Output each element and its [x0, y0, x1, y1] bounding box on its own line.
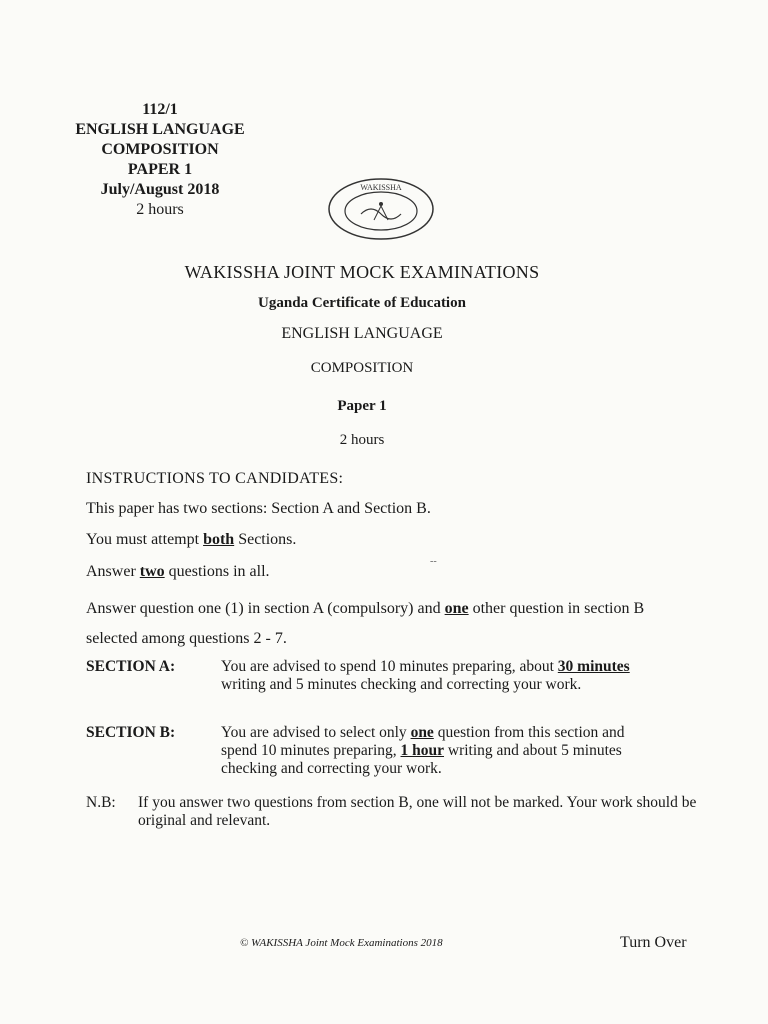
section-text: writing and 5 minutes checking and correcting your work.	[221, 676, 582, 693]
header-paper: PAPER 1	[127, 161, 193, 178]
section-text: You are advised to spend 10 minutes preparing, about	[221, 658, 558, 675]
instructions-heading: INSTRUCTIONS TO CANDIDATES:	[86, 470, 344, 487]
copyright-footer: © WAKISSHA Joint Mock Examinations 2018	[240, 937, 443, 949]
paper-title: Paper 1	[337, 398, 387, 414]
instruction-text: Answer question one (1) in section A (compulsory) and	[86, 600, 445, 617]
section-text: question from this section and spend 10 minutes preparing,	[221, 724, 625, 759]
nb-label: N.B:	[86, 794, 116, 811]
instruction-line-2	[86, 531, 296, 549]
wakissha-logo-icon	[326, 176, 436, 242]
section-a-label: SECTION A:	[86, 658, 176, 675]
logo-text: WAKISSHA	[360, 183, 402, 192]
emphasis-text: two	[139, 563, 165, 580]
duration-title: 2 hours	[339, 432, 385, 448]
header-component: COMPOSITION	[101, 141, 219, 158]
emphasis-text: both	[203, 531, 235, 548]
emphasis-text: one	[410, 724, 434, 741]
emphasis-text: one	[444, 600, 469, 617]
section-b-label: SECTION B:	[86, 724, 176, 741]
instruction-text: Sections.	[234, 531, 297, 548]
instruction-text: other question in section B selected among questions 2 - 7.	[86, 600, 645, 647]
component-title: COMPOSITION	[310, 360, 414, 376]
instruction-text: questions in all.	[164, 563, 270, 580]
certificate-title: Uganda Certificate of Education	[258, 295, 466, 311]
emphasis-text: 1 hour	[400, 742, 445, 759]
stray-mark: --	[430, 556, 437, 567]
instruction-line-1: This paper has two sections: Section A and Section B.	[86, 500, 431, 517]
turn-over-label: Turn Over	[620, 934, 687, 951]
instruction-text: You must attempt	[86, 531, 204, 548]
emphasis-text: 30 minutes	[557, 658, 630, 675]
section-a-text	[221, 658, 661, 694]
paper-header	[60, 100, 260, 220]
subject-title: ENGLISH LANGUAGE	[281, 325, 443, 342]
nb-text: If you answer two questions from section B, one will not be marked. Your work should be original and relevant.	[138, 794, 697, 829]
header-subject: ENGLISH LANGUAGE	[75, 121, 245, 138]
section-text: writing and about 5 minutes checking and correcting your work.	[221, 742, 622, 777]
exam-title: WAKISSHA JOINT MOCK EXAMINATIONS	[184, 262, 540, 282]
instruction-text: Answer	[86, 563, 140, 580]
paper-code: 112/1	[142, 101, 178, 118]
header-date: July/August 2018	[100, 181, 220, 198]
instruction-line-4	[86, 594, 686, 654]
header-duration: 2 hours	[136, 201, 184, 218]
section-text: You are advised to select only	[221, 724, 411, 741]
section-b-text	[221, 724, 661, 778]
instruction-line-3	[86, 563, 270, 581]
